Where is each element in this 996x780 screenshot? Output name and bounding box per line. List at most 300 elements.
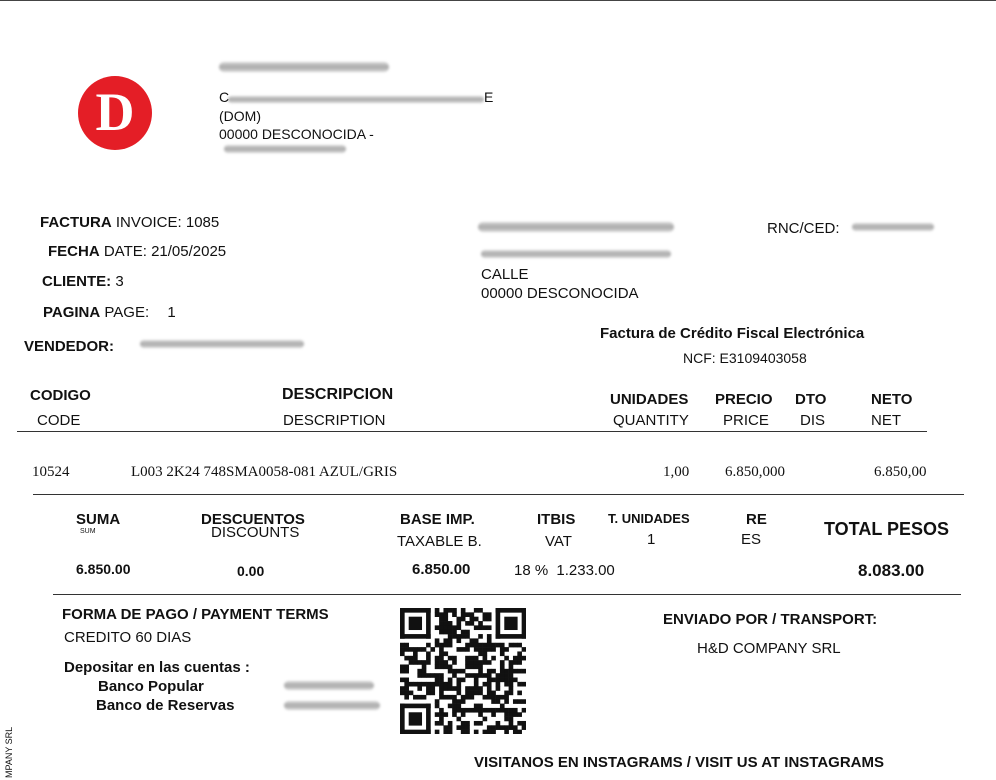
qr-module [465,691,470,696]
qr-module [504,712,509,717]
qr-module [491,725,496,730]
qr-module [400,647,405,652]
qr-module [496,699,501,704]
qr-module [409,682,414,687]
address-char-c: C [219,89,230,105]
qr-module [496,682,501,687]
qr-module [465,660,470,665]
itbis-value [514,562,615,579]
qr-module [404,691,409,696]
qr-module [517,651,522,656]
qr-module [470,708,475,713]
qr-module [448,725,453,730]
qr-module [435,660,440,665]
qr-module [400,691,405,696]
qr-module [435,638,440,643]
qr-module [474,673,479,678]
transport-value: H&D COMPANY SRL [697,640,841,657]
qr-module [439,625,444,630]
col-precio: PRECIO [715,391,773,408]
qr-module [509,664,514,669]
qr-module [461,678,466,683]
qr-module [487,691,492,696]
qr-module [509,708,514,713]
qr-module [478,704,483,709]
address-char-e: E [484,89,494,105]
redaction-bank-1-account [284,681,374,690]
qr-module [465,673,470,678]
qr-module [474,638,479,643]
qr-module [487,730,492,734]
qr-module [513,643,518,648]
qr-module [400,686,405,691]
qr-module [448,625,453,630]
qr-module [483,695,488,700]
qr-module [404,686,409,691]
qr-module [452,612,457,617]
qr-module [500,660,505,665]
qr-module [443,625,448,630]
qr-module [452,608,457,613]
qr-module [439,673,444,678]
qr-module [517,643,522,648]
qr-finder-part [496,608,501,639]
qr-module [509,691,514,696]
qr-module [522,721,526,726]
qr-module [500,695,505,700]
qr-module [443,730,448,734]
qr-module [509,678,514,683]
qr-module [448,695,453,700]
qr-module [465,647,470,652]
qr-module [470,660,475,665]
qr-module [452,634,457,639]
pagina-label: PAGINA [43,304,101,321]
company-address-3: 00000 DESCONOCIDA - [219,126,374,142]
qr-module [474,647,479,652]
page-label: PAGE: [104,304,150,321]
qr-module [504,682,509,687]
qr-module [439,660,444,665]
qr-module [456,682,461,687]
qr-module [456,647,461,652]
total-label: TOTAL PESOS [824,519,950,539]
qr-module [448,669,453,674]
qr-module [478,691,483,696]
qr-module [491,669,496,674]
qr-module [474,656,479,661]
qr-module [522,647,526,652]
qr-module [478,634,483,639]
qr-module [452,656,457,661]
descuentos-value: 0.00 [237,563,265,579]
qr-module [513,725,518,730]
qr-module [491,647,496,652]
qr-module [470,638,475,643]
qr-module [417,669,422,674]
qr-module [430,647,435,652]
qr-module [435,643,440,648]
qr-module [452,625,457,630]
qr-module [496,695,501,700]
date-row [48,243,226,260]
qr-module [483,682,488,687]
qr-module [417,686,422,691]
qr-module [461,695,466,700]
qr-module [435,656,440,661]
qr-module [513,678,518,683]
qr-module [461,669,466,674]
qr-module [456,686,461,691]
qr-module [470,664,475,669]
qr-module [478,651,483,656]
qr-module [487,682,492,687]
qr-module [417,695,422,700]
qr-module [461,699,466,704]
qr-module [487,673,492,678]
qr-finder-part [426,704,431,734]
qr-module [491,678,496,683]
sum-label: SUM [80,528,96,535]
client-city: 00000 DESCONOCIDA [481,285,639,302]
qr-module [491,691,496,696]
redaction-client-name [478,222,674,232]
qr-module [409,656,414,661]
qr-module [465,630,470,635]
qr-module [435,673,440,678]
instagram-footer: VISITANOS EN INSTAGRAMS / VISIT US AT INSTAGRAMS [474,754,885,771]
qr-module [500,647,505,652]
qr-module [456,708,461,713]
qr-finder-part [409,617,422,630]
qr-module [483,660,488,665]
qr-module [517,712,522,717]
qr-code-image [400,608,526,734]
qr-module [517,691,522,696]
col-descripcion: DESCRIPCION [282,386,394,403]
qr-module [422,669,427,674]
qr-module [465,695,470,700]
qr-module [435,704,440,709]
qr-finder-part [409,712,422,725]
totals-divider [53,594,961,595]
qr-module [500,651,505,656]
qr-module [430,682,435,687]
payment-terms: CREDITO 60 DIAS [64,629,192,646]
qr-module [448,678,453,683]
qr-module [439,678,444,683]
qr-module [400,664,405,669]
qr-module [452,708,457,713]
qr-module [404,695,409,700]
vat-label: VAT [545,533,572,550]
qr-module [400,643,405,648]
qr-module [443,725,448,730]
qr-module [439,643,444,648]
qr-module [448,682,453,687]
vendedor-label: VENDEDOR: [24,338,115,355]
qr-module [470,695,475,700]
qr-module [504,656,509,661]
qr-module [456,699,461,704]
qr-module [443,643,448,648]
qr-module [461,634,466,639]
qr-module [439,630,444,635]
qr-module [491,699,496,704]
invoice-label: INVOICE: [115,214,182,231]
qr-module [513,708,518,713]
qr-module [478,608,483,613]
qr-module [404,664,409,669]
qr-module [487,660,492,665]
qr-module [439,686,444,691]
qr-module [435,625,440,630]
qr-module [456,634,461,639]
qr-module [474,617,479,622]
qr-module [417,660,422,665]
qr-module [413,682,418,687]
qr-module [465,708,470,713]
qr-module [483,717,488,722]
qr-module [409,660,414,665]
qr-module [496,708,501,713]
qr-module [435,608,440,613]
qr-module [513,656,518,661]
qr-module [452,630,457,635]
company-logo [78,76,152,150]
qr-module [474,704,479,709]
qr-module [509,721,514,726]
item-quantity: 1,00 [663,464,690,480]
qr-module [439,691,444,696]
qr-module [448,608,453,613]
qr-module [500,708,505,713]
qr-module [491,656,496,661]
qr-module [491,695,496,700]
qr-module [400,678,405,683]
item-description: L003 2K24 748SMA0058-081 AZUL/GRIS [131,464,398,480]
qr-module [474,691,479,696]
col-price: PRICE [723,412,769,429]
qr-module [517,682,522,687]
qr-module [522,656,526,661]
qr-module [465,664,470,669]
qr-module [504,647,509,652]
fiscal-title: Factura de Crédito Fiscal Electrónica [600,325,865,342]
qr-module [470,643,475,648]
qr-module [404,647,409,652]
qr-module [517,660,522,665]
qr-module [478,647,483,652]
qr-module [461,708,466,713]
qr-module [478,643,483,648]
qr-module [456,717,461,722]
qr-module [470,617,475,622]
qr-module [461,721,466,726]
qr-module [413,660,418,665]
qr-module [496,725,501,730]
qr-module [483,656,488,661]
qr-module [426,673,431,678]
qr-module [483,708,488,713]
qr-module [452,704,457,709]
qr-module [517,669,522,674]
qr-module [487,638,492,643]
qr-module [509,660,514,665]
qr-module [517,730,522,734]
qr-finder-part [426,608,431,639]
qr-module [478,621,483,626]
t-unidades-value: 1 [647,531,656,548]
qr-module [456,621,461,626]
qr-module [443,664,448,669]
qr-module [500,643,505,648]
invoice-date: 21/05/2025 [151,243,227,260]
qr-module [487,625,492,630]
qr-module [426,660,431,665]
qr-module [474,660,479,665]
client-row [42,273,124,290]
qr-module [439,682,444,687]
qr-module [426,656,431,661]
suma-value: 6.850.00 [76,561,131,577]
qr-module [461,617,466,622]
qr-module [513,699,518,704]
total-value: 8.083.00 [858,561,925,580]
discounts-label: DISCOUNTS [211,524,300,541]
qr-module [443,638,448,643]
qr-module [452,660,457,665]
qr-module [500,673,505,678]
qr-module [404,669,409,674]
qr-module [483,651,488,656]
qr-module [483,673,488,678]
qr-module [443,608,448,613]
qr-module [422,673,427,678]
qr-module [500,678,505,683]
qr-module [483,617,488,622]
qr-module [426,682,431,687]
qr-module [487,686,492,691]
qr-module [443,682,448,687]
qr-module [443,712,448,717]
qr-module [422,695,427,700]
base-value: 6.850.00 [412,561,471,578]
qr-module [456,725,461,730]
qr-module [426,643,431,648]
cliente-number: 3 [115,273,124,290]
qr-module [465,634,470,639]
qr-module [443,695,448,700]
qr-module [509,643,514,648]
qr-module [491,708,496,713]
qr-module [509,669,514,674]
qr-module [443,651,448,656]
es-label: ES [741,531,762,548]
qr-module [435,699,440,704]
qr-module [496,721,501,726]
qr-module [478,669,483,674]
qr-module [522,699,526,704]
qr-module [474,686,479,691]
redaction-company-name [219,62,389,72]
qr-module [500,669,505,674]
qr-module [461,712,466,717]
qr-module [504,708,509,713]
qr-module [409,647,414,652]
qr-module [470,686,475,691]
qr-module [461,630,466,635]
bank-1-name: Banco Popular [98,678,204,695]
page-number: 1 [167,304,176,321]
qr-module [443,612,448,617]
qr-module [439,721,444,726]
qr-module [478,708,483,713]
suma-label: SUMA [76,511,121,528]
qr-module [404,656,409,661]
qr-module [461,608,466,613]
qr-module [448,643,453,648]
qr-module [500,704,505,709]
qr-module [435,730,440,734]
qr-module [456,638,461,643]
qr-module [448,664,453,669]
qr-finder-part [522,608,526,639]
qr-module [504,669,509,674]
qr-module [465,721,470,726]
qr-module [461,725,466,730]
qr-module [504,725,509,730]
qr-module [487,634,492,639]
qr-module [465,725,470,730]
qr-module [400,669,405,674]
re-label: RE [746,511,767,528]
qr-module [448,721,453,726]
col-code: CODE [37,412,81,429]
qr-module [500,664,505,669]
qr-module [465,612,470,617]
taxable-label: TAXABLE B. [397,533,482,550]
qr-module [496,673,501,678]
qr-module [478,660,483,665]
ncf: NCF: E3109403058 [683,350,807,366]
redaction-rnc [852,223,934,231]
redaction-nif [224,145,346,153]
qr-finder-part [504,617,517,630]
qr-module [439,708,444,713]
qr-module [456,625,461,630]
qr-module [456,691,461,696]
redaction-vendedor [140,340,304,348]
qr-module [470,656,475,661]
qr-module [448,638,453,643]
qr-module [443,630,448,635]
qr-module [448,656,453,661]
qr-module [487,669,492,674]
qr-module [465,656,470,661]
qr-module [456,704,461,709]
qr-module [500,725,505,730]
qr-module [509,673,514,678]
qr-module [522,669,526,674]
qr-module [435,678,440,683]
side-vertical-text: MPANY SRL [4,726,14,778]
qr-module [422,664,427,669]
qr-module [483,643,488,648]
qr-module [509,725,514,730]
qr-module [456,678,461,683]
qr-module [439,712,444,717]
